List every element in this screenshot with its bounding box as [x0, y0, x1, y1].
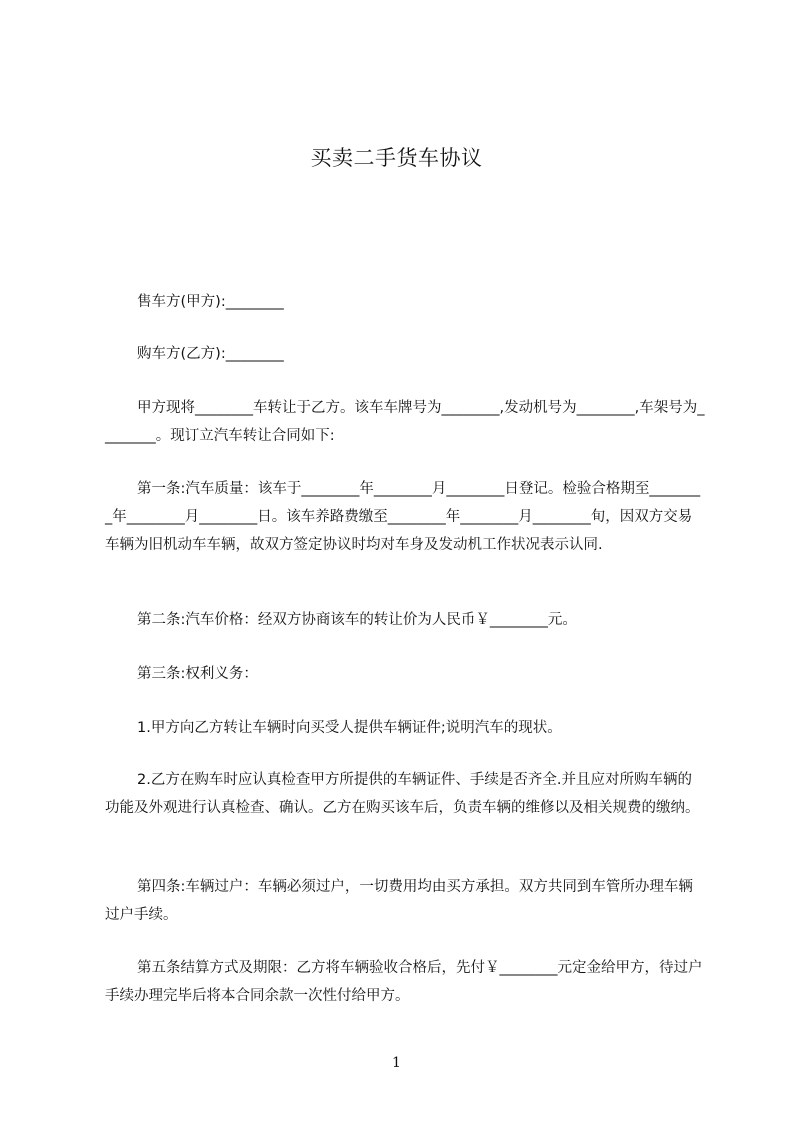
article-1: 第一条:汽车质量：该车于________年________月________日登记。检验合格期至________年________月________日。该车养路费缴至________年________月________旬，因双方交易车辆为旧机动车车辆，故双方签定协议时均对车身及发动机工作状况表示认同. — [105, 481, 701, 553]
document-title: 买卖二手货车协议 — [310, 146, 483, 170]
intro-paragraph: 甲方现将________车转让于乙方。该车车牌号为________,发动机号为________,车架号为________。现订立汽车转让合同如下: — [105, 400, 705, 444]
article-3-item-2: 2.乙方在购车时应认真检查甲方所提供的车辆证件、手续是否齐全.并且应对所购车辆的功能及外观进行认真检查、确认。乙方在购买该车后，负责车辆的维修以及相关规费的缴纳。 — [105, 772, 700, 816]
article-2: 第二条:汽车价格：经双方协商该车的转让价为人民币￥________元。 — [137, 612, 577, 628]
buyer-line: 购车方(乙方):________ — [137, 346, 284, 362]
article-3-heading: 第三条:权利义务： — [137, 666, 258, 682]
article-3-item-1: 1.甲方向乙方转让车辆时向买受人提供车辆证件;说明汽车的现状。 — [137, 720, 562, 736]
page-number: 1 — [392, 1055, 401, 1071]
article-4: 第四条:车辆过户：车辆必须过户，一切费用均由买方承担。双方共同到车管所办理车辆过户手续。 — [105, 879, 693, 923]
article-5: 第五条结算方式及期限：乙方将车辆验收合格后，先付￥________元定金给甲方，待过户手续办理完毕后将本合同余款一次性付给甲方。 — [105, 960, 703, 1004]
seller-line: 售车方(甲方):________ — [137, 294, 284, 310]
